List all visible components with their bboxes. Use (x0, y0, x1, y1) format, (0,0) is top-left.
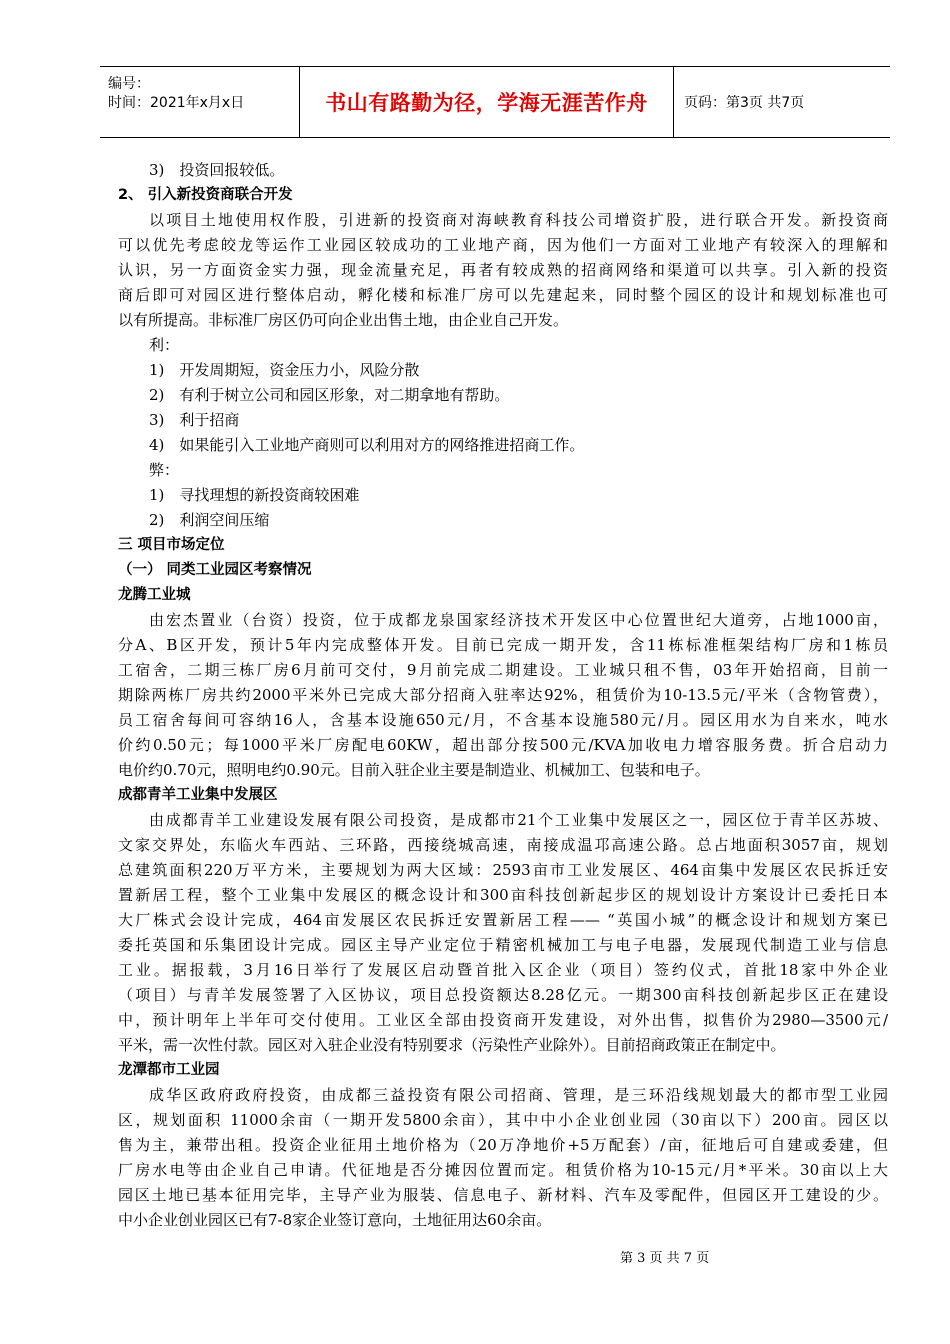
paragraph-line: 中，预计明年上半年可交付使用。工业区全部由投资商开发建设，对外出售，拟售价为2980—3500元/ (118, 1011, 888, 1029)
page-info: 页码：第3页 共7页 (684, 95, 805, 111)
paragraph-line: 期除两栋厂房共约2000平米外已完成大部分招商入驻率达92%，租赁价为10-13.5元/平米（含物管费）， (118, 686, 888, 704)
paragraph-line: 可以优先考虑皎龙等运作工业园区较成功的工业地产商，因为他们一方面对工业地产有较深入的理解和 (118, 236, 888, 254)
section-heading: （一） 同类工业园区考察情况 (118, 562, 312, 578)
paragraph-line: 中小企业创业园区已有7-8家企业签订意向，土地征用达60余亩。 (118, 1211, 552, 1229)
list-label: 弊： (149, 461, 180, 479)
number-label: 编号： (108, 76, 150, 92)
page-footer: 第 3 页 共 7 页 (620, 1251, 710, 1266)
paragraph-line: 分A、B区开发，预计5年内完成整体开发。目前已完成一期开发，含11栋标准框架结构厂房和1栋员 (118, 636, 888, 654)
section-heading: 2、 引入新投资商联合开发 (118, 187, 293, 203)
list-item: 2) 有利于树立公司和园区形象，对二期拿地有帮助。 (149, 386, 510, 404)
paragraph-line: 园区土地已基本征用完毕，主导产业为服装、信息电子、新材料、汽车及零配件，但园区开工建设的少。 (118, 1186, 888, 1204)
paragraph-line: （项目）与青羊发展签署了入区协议，项目总投资额达8.28亿元。一期300亩科技创新起步区正在建设 (118, 986, 888, 1004)
paragraph-line: 厂房水电等由企业自己申请。代征地是否分摊因位置而定。租赁价格为10-15元/月*平米。30亩以上大 (118, 1161, 888, 1179)
section-heading: 成都青羊工业集中发展区 (118, 787, 278, 803)
paragraph-line: 以项目土地使用权作股，引进新的投资商对海峡教育科技公司增资扩股，进行联合开发。新投资商 (149, 211, 888, 229)
paragraph-line: 由宏杰置业（台资）投资，位于成都龙泉国家经济技术开发区中心位置世纪大道旁，占地1000亩， (149, 611, 888, 629)
paragraph-line: 售为主，兼带出租。投资企业征用土地价格为（20万净地价+5万配套）/亩，征地后可自建或委建，但 (118, 1136, 888, 1154)
list-item: 2) 利润空间压缩 (149, 511, 270, 529)
paragraph-line: 商后即可对园区进行整体启动，孵化楼和标准厂房可以先建起来，同时整个园区的设计和规划标准也可 (118, 286, 888, 304)
section-heading: 龙潭都市工业园 (118, 1062, 220, 1078)
paragraph-line: 以有所提高。非标准厂房区仍可向企业出售土地，由企业自己开发。 (118, 311, 569, 329)
list-label: 利： (149, 336, 180, 354)
header-motto-cell (300, 67, 674, 137)
paragraph-line: 总建筑面积220万平方米，主要规划为两大区域：2593亩市工业发展区、464亩集中发展区农民拆迁安 (118, 861, 888, 879)
paragraph-line: 工业。据报载，3月16日举行了发展区启动暨首批入区企业（项目）签约仪式，首批18家中外企业 (118, 961, 888, 979)
section-heading: 三 项目市场定位 (118, 537, 225, 553)
motto: 书山有路勤为径，学海无涯苦作舟 (325, 91, 648, 115)
section-heading: 龙腾工业城 (118, 587, 191, 603)
list-item: 3) 投资回报较低。 (149, 161, 285, 179)
header-meta-cell (100, 67, 300, 137)
paragraph-line: 工宿舍，二期三栋厂房6月前可交付，9月前完成二期建设。工业城只租不售，03年开始招商，目前一 (118, 661, 888, 679)
time-label: 时间：2021年x月x日 (108, 95, 245, 111)
paragraph-line: 由成都青羊工业建设发展有限公司投资，是成都市21个工业集中发展区之一，园区位于青羊区苏坡、 (149, 811, 888, 829)
paragraph-line: 置新居工程，整个工业集中发展区的概念设计和300亩科技创新起步区的规划设计方案设计已委托日本 (118, 886, 888, 904)
paragraph-line: 员工宿舍每间可容纳16人，含基本设施650元/月，不含基本设施580元/月。园区用水为自来水，吨水 (118, 711, 888, 729)
list-item: 1) 开发周期短，资金压力小，风险分散 (149, 361, 420, 379)
header-page-cell (674, 67, 890, 137)
list-item: 3) 利于招商 (149, 411, 240, 429)
paragraph-line: 成华区政府政府投资，由成都三益投资有限公司招商、管理，是三环沿线规划最大的都市型工业园 (149, 1086, 888, 1104)
page-header (100, 66, 890, 138)
list-item: 4) 如果能引入工业地产商则可以利用对方的网络推进招商工作。 (149, 436, 585, 454)
document-body (118, 158, 888, 1233)
paragraph-line: 文家交界处，东临火车西站、三环路，西接绕城高速，南接成温邛高速公路。总占地面积3057亩，规划 (118, 836, 888, 854)
list-item: 1) 寻找理想的新投资商较困难 (149, 486, 360, 504)
paragraph-line: 平米，需一次性付款。园区对入驻企业没有特别要求（污染性产业除外）。目前招商政策正在制定中。 (118, 1036, 786, 1054)
paragraph-line: 委托英国和乐集团设计完成。园区主导产业定位于精密机械加工与电子电器，发展现代制造工业与信息 (118, 936, 888, 954)
paragraph-line: 大厂株式会设计完成，464亩发展区农民拆迁安置新居工程—— “英国小城”的概念设计和规划方案已 (118, 911, 888, 929)
paragraph-line: 电价约0.70元，照明电约0.90元。目前入驻企业主要是制造业、机械加工、包装和电子。 (118, 761, 710, 779)
paragraph-line: 区，规划面积 11000余亩（一期开发5800余亩），其中中小企业创业园（30亩以下）200亩。园区以 (118, 1111, 888, 1129)
paragraph-line: 价约0.50元；每1000平米厂房配电60KW，超出部分按500元/KVA加收电力增容服务费。折合启动力 (118, 736, 888, 754)
paragraph-line: 认识，另一方面资金实力强，现金流量充足，再者有较成熟的招商网络和渠道可以共享。引入新的投资 (118, 261, 888, 279)
